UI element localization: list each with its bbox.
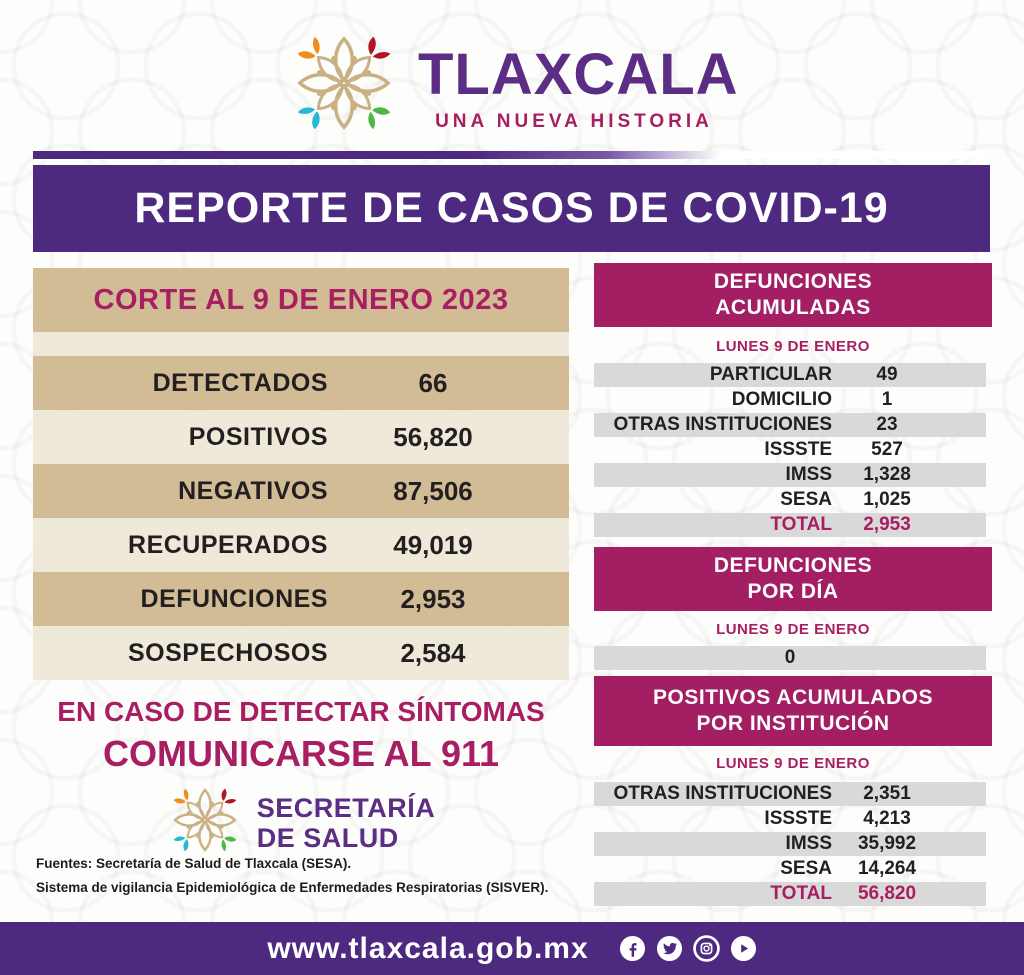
deaths-cumulative-header <box>594 263 992 327</box>
instagram-icon[interactable] <box>693 935 720 962</box>
table-row <box>594 438 986 462</box>
row-label: ISSSTE <box>764 808 832 829</box>
table-row <box>594 857 986 881</box>
panel-title-line1: POSITIVOS ACUMULADOS <box>653 686 933 709</box>
deaths-daily-header <box>594 547 992 611</box>
row-value: 2,953 <box>863 514 911 535</box>
row-value: 1,328 <box>863 464 911 485</box>
table-row <box>594 807 986 831</box>
row-value: 1,025 <box>863 489 911 510</box>
table-row <box>33 356 569 410</box>
report-title: REPORTE DE CASOS DE COVID-19 <box>134 184 889 232</box>
row-value: 23 <box>876 414 898 435</box>
date-label: LUNES 9 DE ENERO <box>716 621 870 638</box>
summary-header <box>33 268 569 332</box>
row-label: POSITIVOS <box>188 422 328 451</box>
table-row <box>33 572 569 626</box>
row-value: 56,820 <box>393 421 473 452</box>
panel-title-line2: ACUMULADAS <box>715 296 871 319</box>
brand-lockup <box>418 42 739 133</box>
row-label: SESA <box>780 489 832 510</box>
table-row <box>594 413 986 437</box>
table-row <box>594 832 986 856</box>
positives-by-institution-header <box>594 676 992 746</box>
row-label: DEFUNCIONES <box>140 584 328 613</box>
panel-title-line1: DEFUNCIONES <box>713 554 873 577</box>
table-total-row <box>594 882 986 906</box>
table-total-row <box>594 513 986 537</box>
row-value: 14,264 <box>857 858 917 879</box>
row-value: 2,351 <box>863 783 911 804</box>
row-label: DOMICILIO <box>731 389 832 410</box>
row-value: 87,506 <box>393 475 473 506</box>
row-value: 527 <box>871 439 903 460</box>
sources-note <box>36 856 616 895</box>
table-row <box>33 410 569 464</box>
row-label: TOTAL <box>770 883 832 904</box>
summary-table <box>33 268 569 680</box>
footer-bar <box>0 922 1024 975</box>
row-label: SOSPECHOSOS <box>128 638 328 667</box>
symptoms-advisory <box>33 696 569 775</box>
row-label: TOTAL <box>770 514 832 535</box>
row-label: SESA <box>780 858 832 879</box>
website-url[interactable]: www.tlaxcala.gob.mx <box>267 931 589 965</box>
advisory-line2: COMUNICARSE AL 911 <box>102 733 500 774</box>
header-divider <box>33 151 990 159</box>
health-ministry-logo <box>33 778 569 867</box>
row-label: NEGATIVOS <box>178 476 328 505</box>
sources-line1: Fuentes: Secretaría de Salud de Tlaxcala (SESA). <box>36 856 352 871</box>
ministry-flower-icon <box>167 778 243 867</box>
brand-name: TLAXCALA <box>418 42 739 107</box>
row-value: 49,019 <box>393 529 473 560</box>
row-value: 66 <box>418 367 448 398</box>
panel-title-line2: POR INSTITUCIÓN <box>696 712 890 735</box>
date-label: LUNES 9 DE ENERO <box>716 338 870 355</box>
row-value: 56,820 <box>857 883 917 904</box>
row-label: IMSS <box>785 464 832 485</box>
advisory-line1: EN CASO DE DETECTAR SÍNTOMAS <box>57 696 545 727</box>
panel-title-line1: DEFUNCIONES <box>713 270 873 293</box>
deaths-cumulative-rows <box>594 363 992 537</box>
table-row <box>594 388 986 412</box>
right-panels <box>594 263 992 906</box>
row-label: ISSSTE <box>764 439 832 460</box>
row-label: OTRAS INSTITUCIONES <box>613 783 832 804</box>
ministry-name <box>257 793 436 853</box>
row-value: 49 <box>876 364 898 385</box>
row-label: PARTICULAR <box>709 364 832 385</box>
row-value: 4,213 <box>863 808 911 829</box>
row-value: 2,953 <box>400 583 466 614</box>
deaths-daily-value: 0 <box>594 646 986 670</box>
brand-tagline: UNA NUEVA HISTORIA <box>435 111 713 132</box>
row-value: 1 <box>881 389 893 410</box>
row-label: IMSS <box>785 833 832 854</box>
report-banner <box>33 165 990 252</box>
ministry-name-line2: DE SALUD <box>256 822 399 853</box>
twitter-icon[interactable] <box>656 935 683 962</box>
row-value: 2,584 <box>400 637 466 668</box>
table-row <box>594 363 986 387</box>
facebook-icon[interactable] <box>619 935 646 962</box>
table-row <box>33 464 569 518</box>
ministry-name-line1: SECRETARÍA <box>256 792 436 823</box>
tlaxcala-flower-logo-icon <box>288 22 400 149</box>
row-value: 35,992 <box>857 833 917 854</box>
summary-spacer <box>33 332 569 356</box>
row-label: RECUPERADOS <box>128 530 328 559</box>
table-row <box>33 626 569 680</box>
sources-line2: Sistema de vigilancia Epidemiológica de Enfermedades Respiratorias (SISVER). <box>36 880 549 895</box>
date-label: LUNES 9 DE ENERO <box>716 755 870 772</box>
summary-title: CORTE AL 9 DE ENERO 2023 <box>93 283 509 316</box>
table-row <box>594 488 986 512</box>
panel-title-line2: POR DÍA <box>747 580 839 603</box>
table-row <box>594 782 986 806</box>
social-icons <box>619 935 757 962</box>
table-row <box>33 518 569 572</box>
positives-rows <box>594 782 992 906</box>
table-row <box>594 463 986 487</box>
row-label: DETECTADOS <box>152 368 328 397</box>
row-label: OTRAS INSTITUCIONES <box>613 414 832 435</box>
youtube-icon[interactable] <box>730 935 757 962</box>
